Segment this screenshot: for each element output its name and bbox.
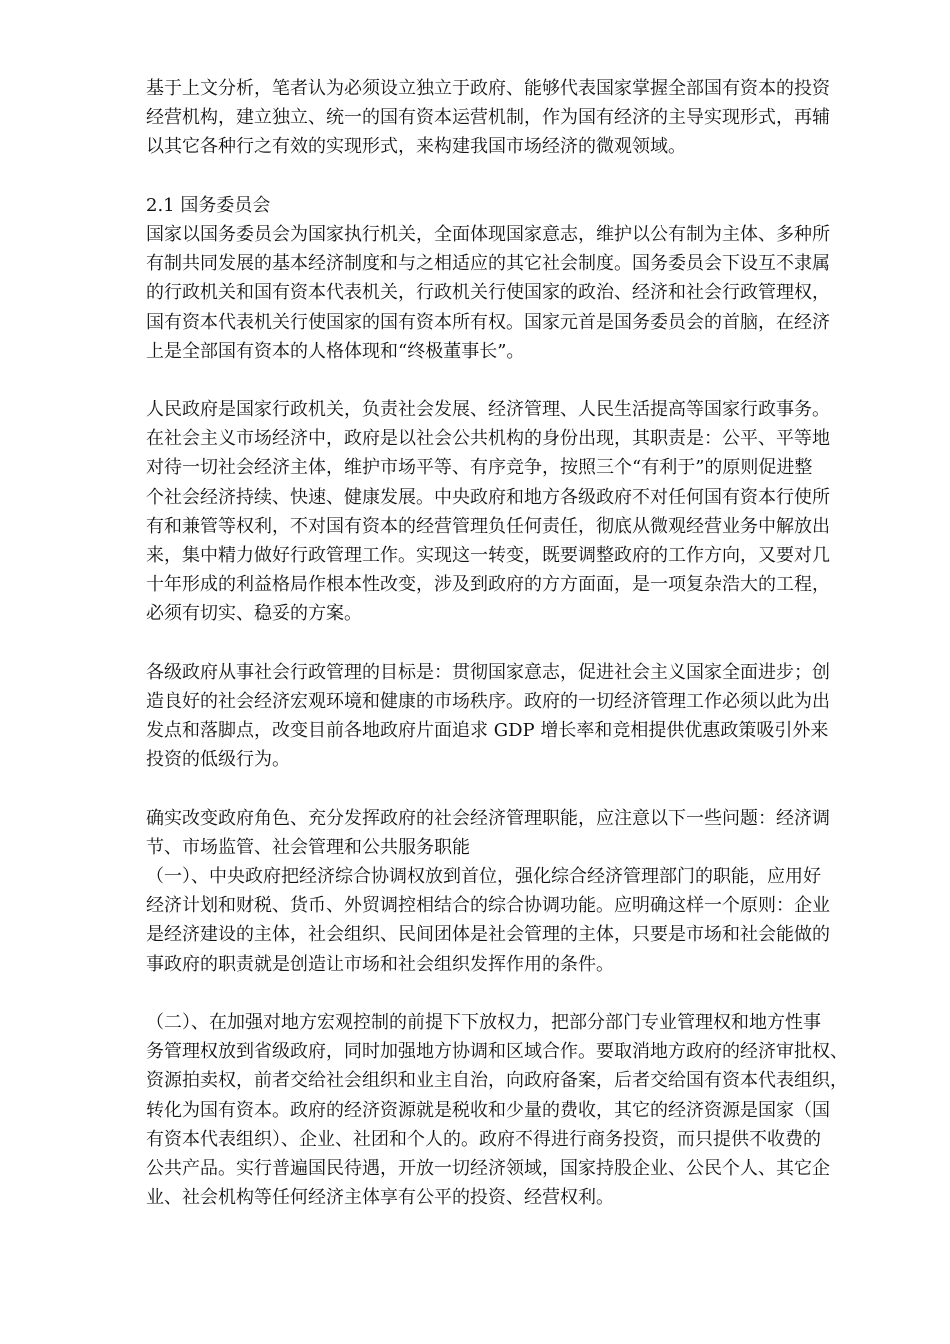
text-line: 经营机构，建立独立、统一的国有资本运营机制，作为国有经济的主导实现形式，再辅 <box>146 107 830 129</box>
text-line: 以其它各种行之有效的实现形式，来构建我国市场经济的微观领域。 <box>146 136 686 158</box>
text-line: 务管理权放到省级政府，同时加强地方协调和区域合作。要取消地方政府的经济审批权、 <box>146 1041 848 1063</box>
text-line: 造良好的社会经济宏观环境和健康的市场秩序。政府的一切经济管理工作必须以此为出 <box>146 690 830 712</box>
section-heading <box>146 191 878 220</box>
text-line: 发点和落脚点，改变目前各地政府片面追求 GDP 增长率和竞相提供优惠政策吸引外来 <box>146 720 829 742</box>
intro-paragraph <box>146 74 878 162</box>
text-line: 在社会主义市场经济中，政府是以社会公共机构的身份出现，其职责是：公平、平等地 <box>146 428 830 450</box>
text-line: 是经济建设的主体，社会组织、民间团体是社会管理的主体，只要是市场和社会能做的 <box>146 924 830 946</box>
text-line: 上是全部国有资本的人格体现和“终极董事长”。 <box>146 340 525 362</box>
text-line: 转化为国有资本。政府的经济资源就是税收和少量的费收，其它的经济资源是国家（国 <box>146 1099 830 1121</box>
text-line: 必须有切实、稳妥的方案。 <box>146 603 362 625</box>
text-line: 人民政府是国家行政机关，负责社会发展、经济管理、人民生活提高等国家行政事务。 <box>146 399 830 421</box>
government-goals-paragraph <box>146 658 878 775</box>
text-line: （一）、中央政府把经济综合协调权放到首位，强化综合经济管理部门的职能，应用好 <box>146 866 821 888</box>
text-line: 对待一切社会经济主体，维护市场平等、有序竞争，按照三个“有利于”的原则促进整 <box>146 457 813 479</box>
text-line: 来，集中精力做好行政管理工作。实现这一转变，既要调整政府的工作方向，又要对几 <box>146 545 830 566</box>
text-line: 各级政府从事社会行政管理的目标是：贯彻国家意志，促进社会主义国家全面进步；创 <box>146 661 830 683</box>
paragraph-gap <box>146 162 878 191</box>
text-line: 投资的低级行为。 <box>146 749 290 771</box>
text-line: 国有资本代表机关行使国家的国有资本所有权。国家元首是国务委员会的首脑，在经济 <box>146 311 830 333</box>
paragraph-gap <box>146 775 878 804</box>
text-line: 十年形成的利益格局作根本性改变，涉及到政府的方方面面，是一项复杂浩大的工程， <box>146 574 830 596</box>
text-line: 确实改变政府角色、充分发挥政府的社会经济管理职能，应注意以下一些问题：经济调 <box>146 807 830 829</box>
text-line: 公共产品。实行普遍国民待遇，开放一切经济领域，国家持股企业、公民个人、其它企 <box>146 1157 830 1179</box>
state-council-paragraph <box>146 220 878 366</box>
paragraph-gap <box>146 979 878 1008</box>
document-page <box>146 74 878 1212</box>
text-line: 有资本代表组织）、企业、社团和个人的。政府不得进行商务投资，而只提供不收费的 <box>146 1128 821 1150</box>
point-two-paragraph <box>146 1008 878 1212</box>
text-line: 的行政机关和国有资本代表机关，行政机关行使国家的政治、经济和社会行政管理权， <box>146 282 830 304</box>
text-line: 国家以国务委员会为国家执行机关，全面体现国家意志，维护以公有制为主体、多种所 <box>146 223 830 245</box>
section-heading-text: 2.1 国务委员会 <box>146 194 271 216</box>
text-line: 基于上文分析，笔者认为必须设立独立于政府、能够代表国家掌握全部国有资本的投资 <box>146 78 830 99</box>
peoples-government-paragraph <box>146 395 878 629</box>
text-line: 有和兼管等权利，不对国有资本的经营管理负任何责任，彻底从微观经营业务中解放出 <box>146 515 830 537</box>
text-line: 业、社会机构等任何经济主体享有公平的投资、经营权利。 <box>146 1187 614 1209</box>
text-line: 经济计划和财税、货币、外贸调控相结合的综合协调功能。应明确这样一个原则：企业 <box>146 895 830 917</box>
role-change-paragraph <box>146 804 878 979</box>
text-line: 节、市场监管、社会管理和公共服务职能 <box>146 836 470 858</box>
text-line: 个社会经济持续、快速、健康发展。中央政府和地方各级政府不对任何国有资本行使所 <box>146 486 830 508</box>
paragraph-gap <box>146 366 878 395</box>
paragraph-gap <box>146 629 878 658</box>
text-line: （二）、在加强对地方宏观控制的前提下下放权力，把部分部门专业管理权和地方性事 <box>146 1012 821 1033</box>
text-line: 资源拍卖权，前者交给社会组织和业主自治，向政府备案，后者交给国有资本代表组织， <box>146 1070 848 1092</box>
text-line: 事政府的职责就是创造让市场和社会组织发挥作用的条件。 <box>146 953 614 975</box>
text-line: 有制共同发展的基本经济制度和与之相适应的其它社会制度。国务委员会下设互不隶属 <box>146 253 830 275</box>
